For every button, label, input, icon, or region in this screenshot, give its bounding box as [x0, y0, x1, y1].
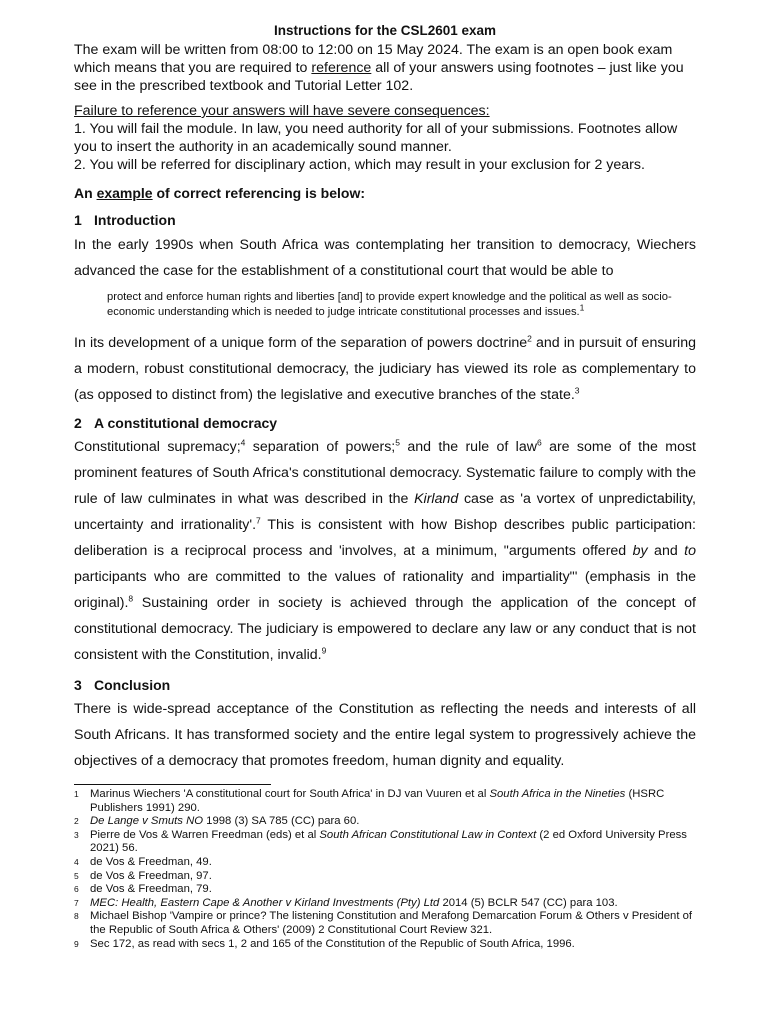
footnote: 1 Marinus Wiechers 'A constitutional court for South Africa' in DJ van Vuuren et al South Africa in the Nineties (HSRC Publishers 1991) 290.	[74, 788, 665, 814]
footnote: 3 Pierre de Vos & Warren Freedman (eds) et al South African Constitutional Law in Context (2 ed Oxford University Press 2021) 56.	[74, 828, 687, 855]
footnote: 7 MEC: Health, Eastern Cape & Another v Kirland Investments (Pty) Ltd 2014 (5) BCLR 547 (CC) para 103.	[74, 896, 618, 909]
document-page	[74, 22, 696, 951]
consequence-item-1: 1. You will fail the module. In law, you need authority for all of your submissions. Footnotes allow you to insert the authority in an academically sound manner.	[74, 121, 678, 155]
footnote-ref: 3	[574, 385, 580, 396]
section-2-paragraph: Constitutional supremacy;$^4$ separation of powers;$^5$ and the rule of law$^6$ are some of the most prominent features of South Africa's constitutional democracy. Systematic failure to comply with the rule of law culminates in what was described in the Kirland case as 'a vortex of unpredictability, uncertainty and irrationality'.$^7$ This is consistent with how Bishop describes public participation: deliberation is a reciprocal process and 'involves, at a minimum, "arguments offered by and to participants who are committed to the values of rationality and impartiality"' (emphasis in the original).$^8$ Sustaining order in society is achieved through the application of the concept of constitutional democracy. The judiciary is empowered to declare any law or any conduct that is not consistent with the Constitution, invalid.$^9$	[74, 437, 697, 663]
page-title: Instructions for the CSL2601 exam	[273, 23, 497, 38]
consequence-item-2: 2. You will be referred for disciplinary action, which may result in your exclusion for 2 years.	[74, 157, 645, 173]
footnotes	[74, 788, 696, 951]
example-line: An example of correct referencing is below:	[74, 185, 365, 201]
footnote-ref: 2	[527, 333, 532, 344]
section-2-heading: 2 A constitutional democracy	[74, 415, 278, 431]
footnote: 9 Sec 172, as read with secs 1, 2 and 165 of the Constitution of the Republic of South Africa, 1996.	[74, 937, 575, 950]
section-1-heading: 1 Introduction	[74, 212, 176, 228]
intro-paragraph: The exam will be written from 08:00 to 12:00 on 15 May 2024. The exam is an open book exam which means that you are required to reference all of your answers using footnotes – just like you see in the prescribed textbook and Tutorial Letter 102.	[74, 42, 684, 94]
section-1-paragraph-1: In the early 1990s when South Africa was contemplating her transition to democracy, Wiechers advanced the case for the establishment of a constitutional court that would be able to	[74, 237, 696, 279]
footnote: 5 de Vos & Freedman, 97.	[74, 869, 212, 882]
footnote-ref: 1	[579, 302, 585, 313]
section-3-paragraph: There is wide-spread acceptance of the Constitution as reflecting the needs and interests of all South Africans. It has transformed society and the entire legal system to progressively achieve the objectives of a democracy that promotes freedom, human dignity and equality.	[74, 701, 696, 769]
section-1-paragraph-2: In its development of a unique form of the separation of powers doctrine$^2$ and in pursuit of ensuring a modern, robust constitutional democracy, the judiciary has viewed its role as complementary to (as opposed to distinct from) the legislative and executive branches of the state.$^3$	[74, 333, 696, 403]
section-3-heading: 3 Conclusion	[74, 677, 171, 693]
footnote: 6 de Vos & Freedman, 79.	[74, 883, 212, 896]
block-quote: protect and enforce human rights and liberties [and] to provide expert knowledge and the political as well as socio-economic understanding which is needed to judge intricate constitutional processes and issues.$^1$	[107, 291, 672, 318]
footnote: 2 De Lange v Smuts NO 1998 (3) SA 785 (CC) para 60.	[74, 815, 360, 828]
footnote: 8 Michael Bishop 'Vampire or prince? The listening Constitution and Merafong Demarcation Forum & Others v President of the Republic of South Africa & Others' (2009) 2 Constitutional Court Review 321.	[74, 910, 693, 936]
consequences-heading: Failure to reference your answers will have severe consequences:	[74, 103, 490, 119]
footnote: 4 de Vos & Freedman, 49.	[74, 855, 212, 868]
reference-underlined: reference	[311, 60, 372, 76]
footnote-separator	[74, 784, 271, 785]
